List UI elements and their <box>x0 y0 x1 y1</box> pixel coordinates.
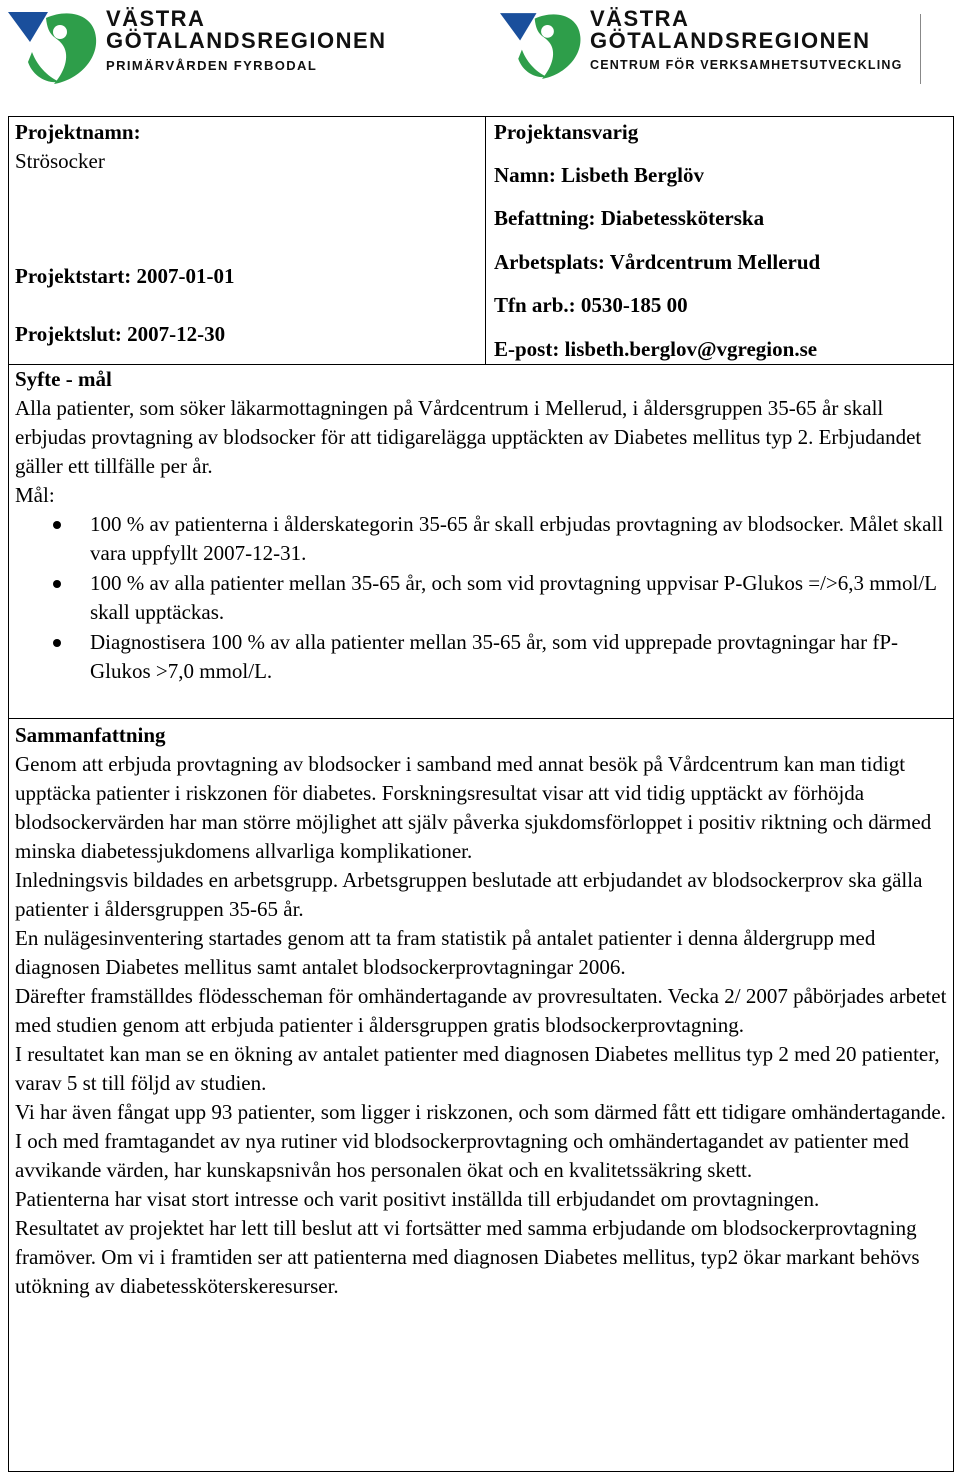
logo-centrum-verksamhetsutveckling <box>500 8 925 92</box>
logo-name-line1: VÄSTRA <box>590 6 690 31</box>
goals-label: Mål: <box>15 483 55 507</box>
summary-paragraph: Resultatet av projektet har lett till beslut att vi fortsätter med samma erbjudande om blodsockerprovtagning framöver. Om vi i framtiden ser att patienterna med diagnosen Diabetes mellitus, typ2 ökar markant behövs utökning av diabetessköterskeresurser. <box>15 1216 920 1298</box>
vgr-emblem-icon <box>500 8 584 84</box>
logo-name-line2: GÖTALANDSREGIONEN <box>106 28 387 53</box>
project-start: Projektstart: 2007-01-01 <box>15 264 235 288</box>
logo-name-line2: GÖTALANDSREGIONEN <box>590 28 871 53</box>
responsible-heading: Projektansvarig <box>494 120 639 144</box>
logo-name-line1: VÄSTRA <box>106 6 206 31</box>
responsible-workplace: Arbetsplats: Vårdcentrum Mellerud <box>494 250 821 274</box>
goal-text: Diagnostisera 100 % av alla patienter mellan 35-65 år, som vid upprepade provtagningar har fP-Glukos >7,0 mmol/L. <box>90 630 898 683</box>
purpose-section <box>15 365 950 510</box>
bullet-icon <box>53 639 61 647</box>
responsible-title: Befattning: Diabetessköterska <box>494 206 765 230</box>
goal-text: 100 % av patienterna i ålderskategorin 35-65 år skall erbjudas provtagning av blodsocker. Målet skall vara uppfyllt 2007-12-31. <box>90 512 944 565</box>
summary-paragraph: Inledningsvis bildades en arbetsgrupp. Arbetsgruppen beslutade att erbjudandet av blodsockerprov ska gälla patienter i åldersgruppen 35-65 år. <box>15 868 923 921</box>
bullet-icon <box>53 580 61 588</box>
responsible-name: Namn: Lisbeth Berglöv <box>494 163 704 187</box>
project-end: Projektslut: 2007-12-30 <box>15 322 226 346</box>
logo-subtitle: PRIMÄRVÅRDEN FYRBODAL <box>106 58 318 73</box>
summary-top-rule <box>8 718 954 719</box>
summary-paragraph: Vi har även fångat upp 93 patienter, som ligger i riskzonen, och som därmed fått ett tidigare omhändertagande. <box>15 1100 946 1124</box>
project-name-label: Projektnamn: <box>15 120 141 144</box>
responsible-email: E-post: lisbeth.berglov@vgregion.se <box>494 337 818 361</box>
logo-divider <box>920 14 921 84</box>
project-name-value: Strösocker <box>15 149 105 173</box>
bullet-icon <box>53 521 61 529</box>
purpose-heading: Syfte - mål <box>15 367 112 391</box>
goal-item <box>15 628 950 686</box>
logo-subtitle: CENTRUM FÖR VERKSAMHETSUTVECKLING <box>590 58 903 72</box>
summary-paragraph: Därefter framställdes flödesscheman för omhändertagande av provresultaten. Vecka 2/ 2007 påbörjades arbetet med studien genom att erbjuda patienter i åldersgruppen gratis blodsockerprovtagning. <box>15 984 947 1037</box>
goals-list <box>15 510 950 687</box>
header-column-divider <box>485 116 486 364</box>
summary-paragraph: I resultatet kan man se en ökning av antalet patienter med diagnosen Diabetes mellitus typ 2 med 20 patienter, varav 5 st till följd av studien. <box>15 1042 940 1095</box>
goal-item <box>15 510 950 568</box>
summary-paragraph: Patienterna har visat stort intresse och varit positivt inställda till erbjudandet om provtagningen. <box>15 1187 820 1211</box>
summary-section <box>15 721 950 1301</box>
summary-paragraph: Genom att erbjuda provtagning av blodsocker i samband med annat besök på Vårdcentrum kan man tidigt upptäcka patienter i riskzonen för diabetes. Forskningsresultat visar att vid tidig upptäckt av förhöjda blodsockervärden har man större möjlighet att själv påverka sjukdomsförloppet i positiv riktning och därmed minska diabetessjukdomens allvarliga komplikationer. <box>15 752 932 863</box>
summary-heading: Sammanfattning <box>15 723 166 747</box>
vgr-emblem-icon <box>8 8 100 88</box>
purpose-text: Alla patienter, som söker läkarmottagningen på Vårdcentrum i Mellerud, i åldersgruppen 35-65 år skall erbjudas provtagning av blodsocker för att tidigarelägga upptäckten av Diabetes mellitus typ 2. Erbjudandet gäller ett tillfälle per år. <box>15 396 922 478</box>
logo-primarvarden-fyrbodal <box>8 8 408 92</box>
goal-text: 100 % av alla patienter mellan 35-65 år, och som vid provtagning uppvisar P-Glukos =/>6,3 mmol/L skall upptäckas. <box>90 571 937 624</box>
summary-paragraph: En nulägesinventering startades genom att ta fram statistik på antalet patienter i denna åldergrupp med diagnosen Diabetes mellitus samt antalet blodsockerprovtagningar 2006. <box>15 926 876 979</box>
summary-paragraph: I och med framtagandet av nya rutiner vid blodsockerprovtagning och omhändertagandet av patienter med avvikande värden, har kunskapsnivån hos personalen ökat och en kvalitetssäkring skett. <box>15 1129 909 1182</box>
responsible-phone: Tfn arb.: 0530-185 00 <box>494 293 688 317</box>
goal-item <box>15 569 950 627</box>
